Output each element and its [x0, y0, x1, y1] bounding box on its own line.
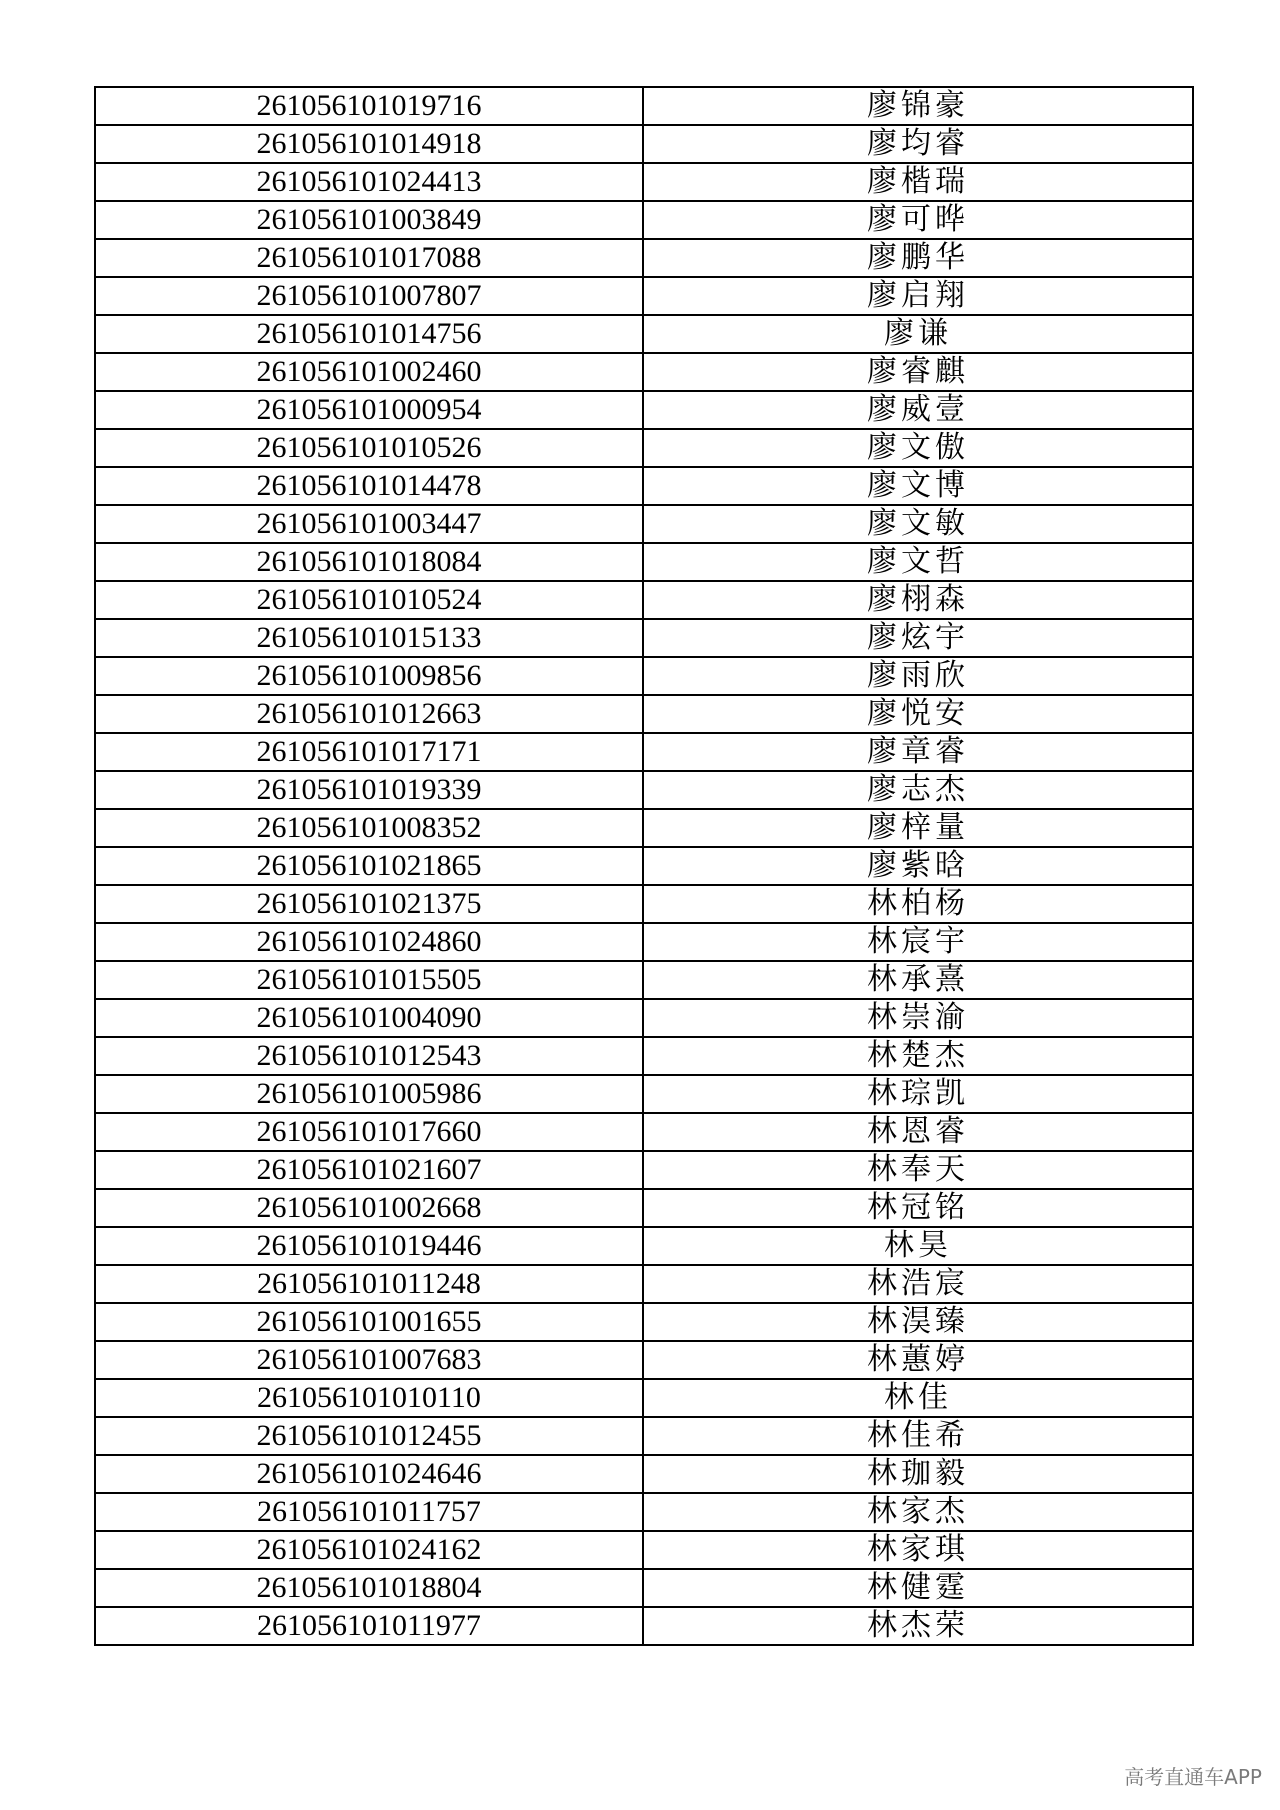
candidate-id-cell: 261056101011248: [95, 1265, 643, 1303]
table-row: [95, 277, 1193, 315]
candidate-id-cell: 261056101024413: [95, 163, 643, 201]
watermark: 高考直通车APP: [1124, 1765, 1262, 1789]
table-row: [95, 505, 1193, 543]
table-row: [95, 1607, 1193, 1645]
candidate-name-cell: 廖栩森: [643, 581, 1193, 619]
table-row: [95, 657, 1193, 695]
table-row: [95, 163, 1193, 201]
candidate-id-cell: 261056101019339: [95, 771, 643, 809]
candidate-id-cell: 261056101024646: [95, 1455, 643, 1493]
table-row: [95, 1151, 1193, 1189]
candidate-name-cell: 林健霆: [643, 1569, 1193, 1607]
candidate-name-cell: 廖谦: [643, 315, 1193, 353]
table-row: [95, 353, 1193, 391]
candidate-table-body: [95, 87, 1193, 1645]
candidate-name-cell: 廖文博: [643, 467, 1193, 505]
candidate-name-cell: 廖锦豪: [643, 87, 1193, 125]
candidate-name-cell: 林珈毅: [643, 1455, 1193, 1493]
candidate-id-cell: 261056101005986: [95, 1075, 643, 1113]
table-row: [95, 1569, 1193, 1607]
candidate-id-cell: 261056101012455: [95, 1417, 643, 1455]
candidate-id-cell: 261056101008352: [95, 809, 643, 847]
candidate-id-cell: 261056101010524: [95, 581, 643, 619]
candidate-id-cell: 261056101014918: [95, 125, 643, 163]
candidate-id-cell: 261056101017088: [95, 239, 643, 277]
candidate-name-cell: 廖鹏华: [643, 239, 1193, 277]
candidate-name-cell: 廖雨欣: [643, 657, 1193, 695]
table-row: [95, 1303, 1193, 1341]
candidate-id-cell: 261056101014478: [95, 467, 643, 505]
candidate-name-cell: 廖梓量: [643, 809, 1193, 847]
candidate-name-cell: 廖威壹: [643, 391, 1193, 429]
candidate-name-cell: 林浩宸: [643, 1265, 1193, 1303]
candidate-name-cell: 林家琪: [643, 1531, 1193, 1569]
candidate-id-cell: 261056101019716: [95, 87, 643, 125]
candidate-name-cell: 廖楷瑞: [643, 163, 1193, 201]
candidate-id-cell: 261056101003447: [95, 505, 643, 543]
candidate-id-cell: 261056101014756: [95, 315, 643, 353]
table-row: [95, 771, 1193, 809]
candidate-id-cell: 261056101007807: [95, 277, 643, 315]
table-row: [95, 619, 1193, 657]
candidate-name-cell: 廖志杰: [643, 771, 1193, 809]
candidate-id-cell: 261056101003849: [95, 201, 643, 239]
table-row: [95, 201, 1193, 239]
table-row: [95, 1493, 1193, 1531]
table-row: [95, 695, 1193, 733]
candidate-name-cell: 林柏杨: [643, 885, 1193, 923]
candidate-id-cell: 261056101007683: [95, 1341, 643, 1379]
candidate-name-cell: 廖悦安: [643, 695, 1193, 733]
candidate-name-cell: 廖紫晗: [643, 847, 1193, 885]
candidate-name-cell: 廖均睿: [643, 125, 1193, 163]
candidate-name-cell: 廖文傲: [643, 429, 1193, 467]
candidate-name-cell: 林琮凯: [643, 1075, 1193, 1113]
candidate-id-cell: 261056101002460: [95, 353, 643, 391]
candidate-id-cell: 261056101011977: [95, 1607, 643, 1645]
table-row: [95, 1265, 1193, 1303]
candidate-name-cell: 廖炫宇: [643, 619, 1193, 657]
candidate-id-cell: 261056101000954: [95, 391, 643, 429]
candidate-id-cell: 261056101001655: [95, 1303, 643, 1341]
candidate-id-cell: 261056101002668: [95, 1189, 643, 1227]
candidate-name-cell: 廖可晔: [643, 201, 1193, 239]
candidate-name-cell: 廖睿麒: [643, 353, 1193, 391]
candidate-name-cell: 廖文哲: [643, 543, 1193, 581]
table-row: [95, 239, 1193, 277]
table-row: [95, 1455, 1193, 1493]
candidate-id-cell: 261056101012663: [95, 695, 643, 733]
candidate-id-cell: 261056101021375: [95, 885, 643, 923]
candidate-id-cell: 261056101024162: [95, 1531, 643, 1569]
table-row: [95, 581, 1193, 619]
table-row: [95, 467, 1193, 505]
candidate-id-cell: 261056101019446: [95, 1227, 643, 1265]
table-row: [95, 847, 1193, 885]
table-row: [95, 885, 1193, 923]
table-row: [95, 809, 1193, 847]
table-row: [95, 1341, 1193, 1379]
table-row: [95, 999, 1193, 1037]
table-row: [95, 1417, 1193, 1455]
table-row: [95, 961, 1193, 999]
candidate-name-cell: 廖章睿: [643, 733, 1193, 771]
candidate-id-cell: 261056101009856: [95, 657, 643, 695]
candidate-name-cell: 林佳: [643, 1379, 1193, 1417]
candidate-name-cell: 林奉天: [643, 1151, 1193, 1189]
candidate-name-cell: 林恩睿: [643, 1113, 1193, 1151]
candidate-id-cell: 261056101015505: [95, 961, 643, 999]
candidate-id-cell: 261056101017171: [95, 733, 643, 771]
candidate-id-cell: 261056101015133: [95, 619, 643, 657]
table-row: [95, 1379, 1193, 1417]
candidate-id-cell: 261056101012543: [95, 1037, 643, 1075]
candidate-id-cell: 261056101024860: [95, 923, 643, 961]
candidate-id-cell: 261056101010110: [95, 1379, 643, 1417]
candidate-name-cell: 林崇渝: [643, 999, 1193, 1037]
candidate-name-cell: 林淏臻: [643, 1303, 1193, 1341]
candidate-name-cell: 林宸宇: [643, 923, 1193, 961]
candidate-id-cell: 261056101018084: [95, 543, 643, 581]
candidate-id-cell: 261056101017660: [95, 1113, 643, 1151]
candidate-name-cell: 林家杰: [643, 1493, 1193, 1531]
candidate-name-cell: 林楚杰: [643, 1037, 1193, 1075]
candidate-name-cell: 林佳希: [643, 1417, 1193, 1455]
table-row: [95, 125, 1193, 163]
table-row: [95, 315, 1193, 353]
table-row: [95, 1113, 1193, 1151]
table-row: [95, 87, 1193, 125]
candidate-name-cell: 林蕙婷: [643, 1341, 1193, 1379]
candidate-id-cell: 261056101021607: [95, 1151, 643, 1189]
table-row: [95, 1531, 1193, 1569]
candidate-id-cell: 261056101011757: [95, 1493, 643, 1531]
candidate-id-cell: 261056101004090: [95, 999, 643, 1037]
candidate-table: [94, 86, 1194, 1646]
candidate-id-cell: 261056101010526: [95, 429, 643, 467]
candidate-name-cell: 林昊: [643, 1227, 1193, 1265]
candidate-id-cell: 261056101018804: [95, 1569, 643, 1607]
candidate-name-cell: 廖启翔: [643, 277, 1193, 315]
candidate-name-cell: 廖文敏: [643, 505, 1193, 543]
table-row: [95, 391, 1193, 429]
table-row: [95, 429, 1193, 467]
table-row: [95, 923, 1193, 961]
table-row: [95, 733, 1193, 771]
table-row: [95, 1227, 1193, 1265]
table-row: [95, 1189, 1193, 1227]
table-row: [95, 1075, 1193, 1113]
table-row: [95, 1037, 1193, 1075]
candidate-name-cell: 林冠铭: [643, 1189, 1193, 1227]
table-row: [95, 543, 1193, 581]
candidate-id-cell: 261056101021865: [95, 847, 643, 885]
candidate-name-cell: 林承熹: [643, 961, 1193, 999]
candidate-name-cell: 林杰荣: [643, 1607, 1193, 1645]
